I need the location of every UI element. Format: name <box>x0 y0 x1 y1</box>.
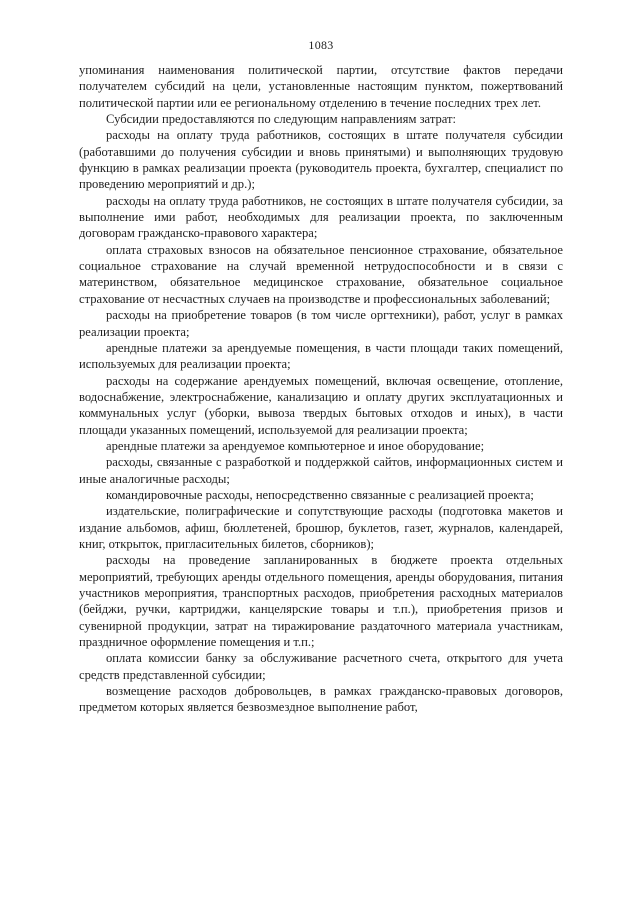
paragraph-intro: Субсидии предоставляются по следующим направлениям затрат: <box>106 112 457 127</box>
page-number: 1083 <box>308 38 334 52</box>
paragraph-item: оплата комиссии банку за обслуживание расчетного счета, открытого для учета средств представленной субсидии; <box>79 651 563 682</box>
paragraph-item: арендные платежи за арендуемое компьютерное и иное оборудование; <box>106 438 485 453</box>
paragraph-item: расходы на оплату труда работников, не состоящих в штате получателя субсидии, за выполнение ими работ, необходимых для реализации проекта, по заключенным договорам гражданско-правового характера; <box>79 193 563 241</box>
paragraph-item: расходы на оплату труда работников, состоящих в штате получателя субсидии (работавшими до получения субсидии и вновь принятыми) и выполняющих трудовую функцию в рамках реализации проекта (руководитель проекта, бухгалтер, специалист по проведению мероприятий и др.); <box>79 128 563 192</box>
paragraph-item: издательские, полиграфические и сопутствующие расходы (подготовка макетов и издание альбомов, афиш, бюллетеней, брошюр, буклетов, газет, журналов, календарей, книг, открыток, пригласительных билетов, сборников); <box>79 504 563 551</box>
paragraph-item: расходы, связанные с разработкой и поддержкой сайтов, информационных систем и иные аналогичные расходы; <box>79 455 563 486</box>
document-body <box>79 62 563 716</box>
paragraph-item: расходы на проведение запланированных в бюджете проекта отдельных мероприятий, требующих аренды отдельного помещения, аренды оборудования, питания участников мероприятия, транспортных расходов, приобретения расходных материалов (бейджи, ручки, картриджи, канцелярские товары и т.п.), приобретения призов и сувенирной продукции, затрат на тиражирование раздаточного материала участникам, праздничное оформление помещения и т.п.; <box>79 553 563 650</box>
paragraph-item: арендные платежи за арендуемые помещения, в части площади таких помещений, используемых для реализации проекта; <box>79 340 563 372</box>
paragraph-item: оплата страховых взносов на обязательное пенсионное страхование, обязательное социальное страхование на случай временной нетрудоспособности и в связи с материнством, обязательное медицинское страхование, обязательное социальное страхование от несчастных случаев на производстве и профессиональных заболеваний; <box>79 242 563 306</box>
paragraph-item: расходы на содержание арендуемых помещений, включая освещение, отопление, водоснабжение, электроснабжение, канализацию и оплату других эксплуатационных и коммунальных услуг (уборки, вывоза твердых бытовых отходов и иных), в части площади указанных помещений, используемой для реализации проекта; <box>79 373 563 437</box>
paragraph-item: расходы на приобретение товаров (в том числе оргтехники), работ, услуг в рамках реализации проекта; <box>79 308 563 339</box>
paragraph-item: командировочные расходы, непосредственно связанные с реализацией проекта; <box>106 487 534 502</box>
paragraph-item: возмещение расходов добровольцев, в рамках гражданско-правовых договоров, предметом которых является безвозмездное выполнение работ, <box>79 684 563 715</box>
paragraph-continuation: упоминания наименования политической партии, отсутствие фактов передачи получателем субсидий на цели, установленные настоящим пунктом, пожертвований политической партии или ее региональному отделению в течение последних трех лет. <box>79 63 563 110</box>
